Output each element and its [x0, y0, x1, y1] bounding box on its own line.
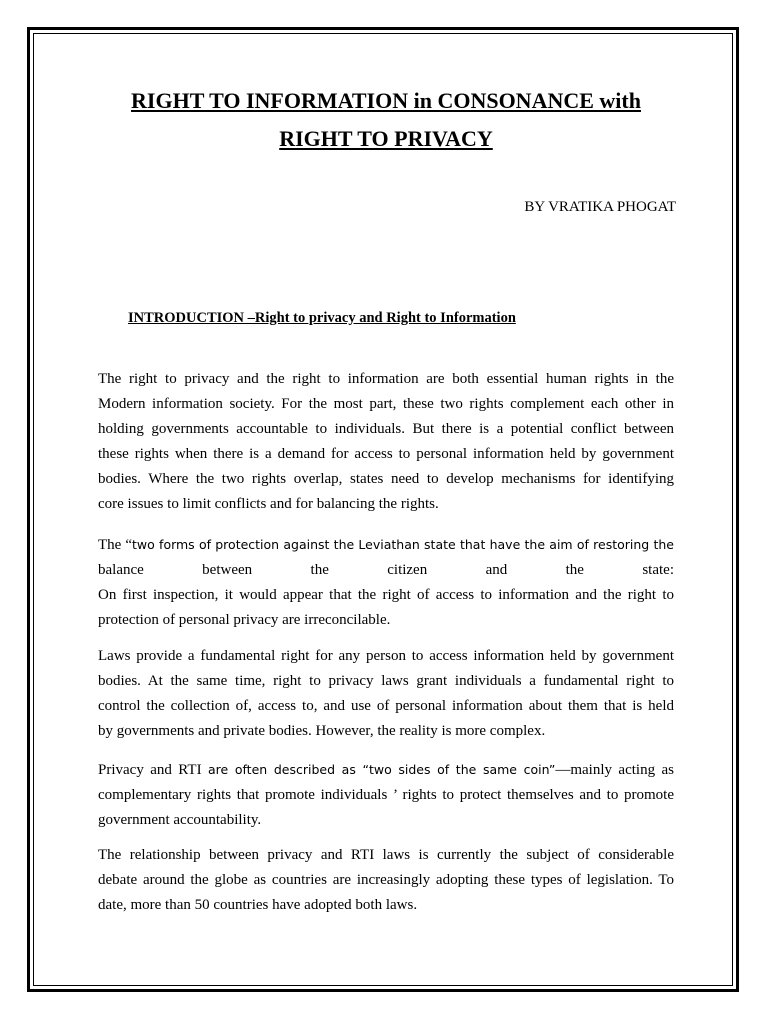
paragraph-1-line: bodies. Where the two rights overlap, states need to develop mechanisms for identifying [98, 471, 674, 487]
paragraph-5-line: date, more than 50 countries have adopted both laws. [98, 897, 418, 913]
paragraph-1-line: core issues to limit conflicts and for balancing the rights. [98, 496, 439, 512]
paragraph-4-line-1-start: Privacy and RTI [98, 762, 208, 778]
paragraph-1-line: these rights when there is a demand for access to personal information held by government [98, 446, 674, 462]
paragraph-4-line-1 [98, 757, 674, 783]
paragraph-2-line-1-quote: two forms of protection against the Leviathan state that have the aim of restoring the [132, 537, 674, 552]
paragraph-1-line: holding governments accountable to individuals. But there is a potential conflict between [98, 421, 674, 437]
paragraph-3-line: control the collection of, access to, and use of personal information about them that is held [98, 698, 674, 714]
paragraph-4-line-2: complementary rights that promote individuals ’ rights to protect themselves and to promote [98, 787, 674, 803]
paragraph-5-line: debate around the globe as countries are increasingly adopting these types of legislation. To [98, 872, 674, 888]
paragraph-4-line-1-quote: are often described as “two sides of the same coin” [208, 762, 556, 777]
paragraph-1-line: The right to privacy and the right to information are both essential human rights in the [98, 371, 674, 387]
paragraph-2-line-4: protection of personal privacy are irreconcilable. [98, 612, 391, 628]
paragraph-2 [98, 532, 674, 633]
paragraph-5-line: The relationship between privacy and RTI laws is currently the subject of considerable [98, 847, 674, 863]
document-title-line-2: RIGHT TO PRIVACY [279, 126, 493, 151]
paragraph-2-line-1-start: The “ [98, 537, 133, 553]
paragraph-5 [98, 843, 674, 918]
paragraph-2-line-3: On first inspection, it would appear that the right of access to information and the right to [98, 587, 674, 603]
author-byline: BY VRATIKA PHOGAT [524, 199, 676, 215]
introduction-heading: INTRODUCTION –Right to privacy and Right to Information [128, 310, 516, 326]
paragraph-3-line: Laws provide a fundamental right for any person to access information held by government [98, 648, 674, 664]
paragraph-4-line-3: government accountability. [98, 812, 262, 828]
paragraph-4-line-1-end: —mainly acting as [555, 762, 674, 778]
paragraph-1 [98, 367, 674, 517]
paragraph-2-line-1 [98, 532, 674, 558]
paragraph-3-line: by governments and private bodies. However, the reality is more complex. [98, 723, 546, 739]
document-title-line-1: RIGHT TO INFORMATION in CONSONANCE with [131, 88, 641, 113]
paragraph-2-line-2: balance between the citizen and the state: [98, 562, 674, 578]
paragraph-4 [98, 757, 674, 833]
paragraph-3 [98, 644, 674, 744]
paragraph-1-line: Modern information society. For the most part, these two rights complement each other in [98, 396, 674, 412]
paragraph-3-line: bodies. At the same time, right to privacy laws grant individuals a fundamental right to [98, 673, 674, 689]
